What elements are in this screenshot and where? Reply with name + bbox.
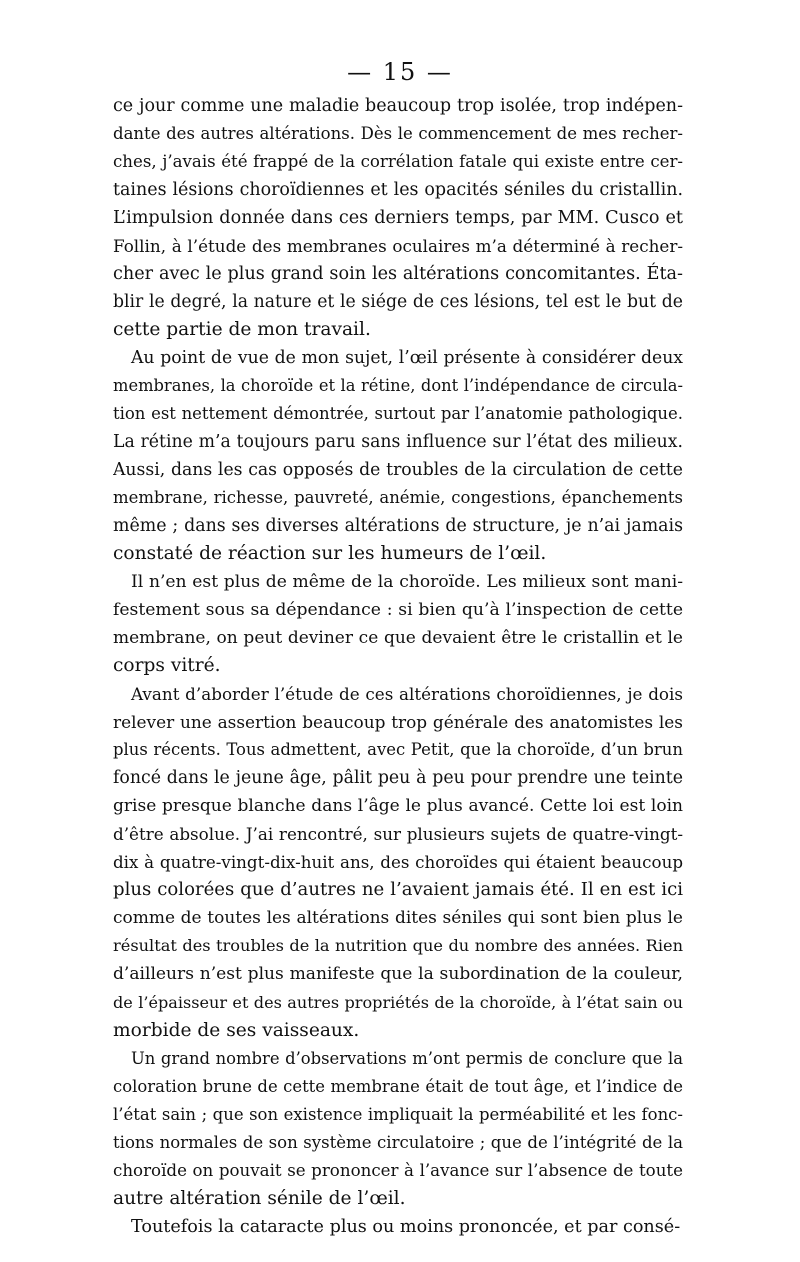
text-line: autre altération sénile de l’œil. — [113, 1187, 406, 1209]
text-line: L’impulsion donnée dans ces derniers temps, par MM. Cusco et — [113, 208, 683, 229]
text-line: membranes, la choroïde et la rétine, dont l’indépendance de circula- — [113, 376, 683, 396]
paragraph — [113, 1213, 683, 1241]
text-line: ches, j’avais été frappé de la corrélation fatale qui existe entre cer- — [113, 152, 683, 172]
text-line: Avant d’aborder l’étude de ces altérations choroïdiennes, je dois — [131, 684, 683, 705]
text-line: comme de toutes les altérations dites séniles qui sont bien plus le — [113, 908, 683, 929]
text-line: de l’épaisseur et des autres propriétés de la choroïde, à l’état sain ou — [113, 992, 683, 1012]
text-line: Un grand nombre d’observations m’ont permis de conclure que la — [131, 1048, 683, 1068]
text-line: Toutefois la cataracte plus ou moins prononcée, et par consé- — [131, 1216, 681, 1237]
paragraph — [113, 344, 683, 568]
text-line: membrane, on peut deviner ce que devaient être le cristallin et le — [113, 628, 683, 649]
text-line: blir le degré, la nature et le siége de ces lésions, tel est le but de — [113, 292, 683, 313]
text-line: ce jour comme une maladie beaucoup trop isolée, trop indépen- — [113, 96, 683, 116]
text-line: l’état sain ; que son existence impliquait la perméabilité et les fonc- — [113, 1104, 683, 1124]
text-line: relever une assertion beaucoup trop générale des anatomistes les — [113, 712, 683, 733]
text-line: taines lésions choroïdiennes et les opacités séniles du cristallin. — [113, 180, 683, 201]
text-line: choroïde on pouvait se prononcer à l’avance sur l’absence de toute — [113, 1160, 683, 1180]
text-line: dix à quatre-vingt-dix-huit ans, des choroïdes qui étaient beaucoup — [113, 852, 683, 873]
paragraph — [113, 1045, 683, 1213]
text-line: Follin, à l’étude des membranes oculaires m’a déterminé à recher- — [113, 236, 683, 257]
text-line: même ; dans ses diverses altérations de structure, je n’ai jamais — [113, 516, 683, 537]
text-line: La rétine m’a toujours paru sans influence sur l’état des milieux. — [113, 432, 683, 453]
text-line: morbide de ses vaisseaux. — [113, 1019, 360, 1041]
paragraph — [113, 680, 683, 1044]
paragraph — [113, 568, 683, 680]
page-number: — 15 — — [347, 58, 453, 86]
text-line: plus colorées que d’autres ne l’avaient jamais été. Il en est ici — [113, 879, 683, 901]
text-line: tion est nettement démontrée, surtout par l’anatomie pathologique. — [113, 404, 683, 424]
text-line: membrane, richesse, pauvreté, anémie, congestions, épanchements — [113, 488, 683, 508]
text-line: tions normales de son système circulatoire ; que de l’intégrité de la — [113, 1132, 683, 1152]
text-line: résultat des troubles de la nutrition que du nombre des années. Rien — [113, 936, 683, 956]
text-line: festement sous sa dépendance : si bien qu’à l’inspection de cette — [113, 600, 683, 621]
text-line: coloration brune de cette membrane était de tout âge, et l’indice de — [113, 1076, 683, 1096]
text-line: Aussi, dans les cas opposés de troubles de la circulation de cette — [113, 460, 683, 481]
text-line: corps vitré. — [113, 655, 221, 677]
text-line: dante des autres altérations. Dès le commencement de mes recher- — [113, 124, 683, 144]
text-line: constaté de réaction sur les humeurs de l’œil. — [113, 543, 547, 565]
text-line: d’être absolue. J’ai rencontré, sur plusieurs sujets de quatre-vingt- — [113, 824, 683, 845]
text-line: Il n’en est plus de même de la choroïde. Les milieux sont mani- — [131, 572, 683, 593]
text-line: grise presque blanche dans l’âge le plus avancé. Cette loi est loin — [113, 796, 683, 817]
text-line: d’ailleurs n’est plus manifeste que la subordination de la couleur, — [113, 964, 683, 985]
text-line: cette partie de mon travail. — [113, 319, 371, 341]
text-line: cher avec le plus grand soin les altérations concomitantes. Éta- — [113, 264, 683, 285]
text-line: plus récents. Tous admettent, avec Petit, que la choroïde, d’un brun — [113, 740, 683, 760]
body-text — [113, 92, 683, 1241]
text-line: foncé dans le jeune âge, pâlit peu à peu pour prendre une teinte — [113, 768, 683, 789]
text-line: Au point de vue de mon sujet, l’œil présente à considérer deux — [131, 348, 683, 369]
paragraph — [113, 92, 683, 344]
